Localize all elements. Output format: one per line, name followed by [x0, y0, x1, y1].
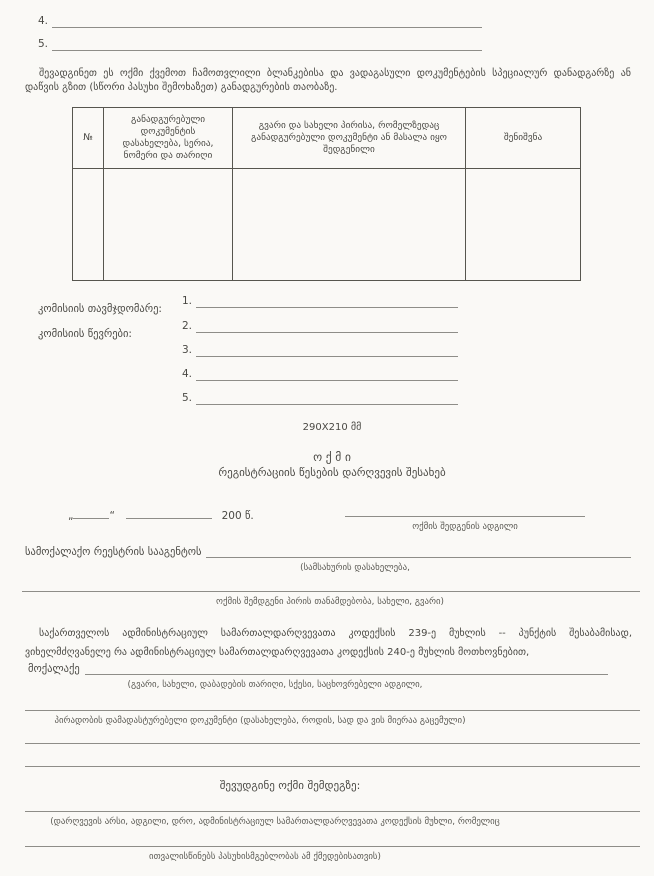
paper-format-note: 290X210 მმ — [302, 422, 362, 433]
table-body-row — [73, 169, 581, 281]
commission-signature-line-5 — [182, 392, 458, 405]
citizen-label: მოქალაქე — [28, 663, 80, 675]
table-header-no: № — [73, 108, 104, 169]
blank-line — [52, 40, 482, 51]
commission-signature-line-4 — [182, 368, 458, 381]
commission-signature-line-2 — [182, 320, 458, 333]
table-header-person: გვარი და სახელი პირისა, რომელზედაც განადგურებული დოკუმენტი ან მასალა იყო შედგენილი — [233, 108, 466, 169]
line-number: 3. — [182, 344, 193, 356]
line-number: 5. — [38, 38, 49, 50]
document-title: ო ქ მ ი — [313, 450, 351, 464]
table-header-document: განადგურებული დოკუმენტის დასახელება, სერია, ნომერი და თარიღი — [104, 108, 233, 169]
agency-label: სამოქალაქო რეესტრის სააგენტოს — [25, 546, 202, 558]
numbered-blank-line-5 — [38, 38, 485, 51]
blank-line — [196, 346, 458, 357]
commission-members-label: კომისიის წევრები: — [38, 328, 132, 340]
open-quote: „ — [68, 510, 74, 522]
place-caption: ოქმის შედგენის ადგილი — [412, 522, 518, 532]
line-number: 5. — [182, 392, 193, 404]
violation-caption-1: (დარღვევის არსი, ადგილი, დრო, ადმინისტრაციულ სამართალდარღვევათა კოდექსის მუხლი, რომელიც — [50, 817, 500, 827]
commission-signature-line-3 — [182, 344, 458, 357]
blank-line — [196, 297, 458, 308]
legal-basis-paragraph: საქართველოს ადმინისტრაციულ სამართალდარღვევათა კოდექსის 239-ე მუხლის -- პუნქტის შესაბამისად, ვიხელმძღვანელე რა ადმინისტრაციულ სამართალდარღვევათა კოდექსის 240-ე მუხლის მოთხოვნებით, — [25, 628, 632, 658]
commission-chairman-label: კომისიის თავმჯდომარე: — [38, 303, 162, 315]
line-number: 4. — [38, 15, 49, 27]
blank-line-violation-2 — [25, 846, 640, 847]
agency-caption: (სამსახურის დასახელება, — [300, 563, 410, 573]
year-label: 200 წ. — [221, 510, 254, 522]
document-subtitle: რეგისტრაციის წესების დარღვევის შესახებ — [218, 466, 446, 479]
blank-line — [25, 743, 640, 744]
blank-line-composer — [22, 591, 640, 592]
blank-line — [25, 766, 640, 767]
blank-line-violation-1 — [25, 811, 640, 812]
close-quote: “ — [109, 510, 115, 522]
table-cell-empty — [233, 169, 466, 281]
blank-line-place — [345, 516, 585, 517]
citizen-fill-row — [28, 663, 608, 675]
blank-line — [196, 322, 458, 333]
blank-day — [73, 508, 109, 519]
line-number: 4. — [182, 368, 193, 380]
destruction-table — [72, 107, 581, 281]
blank-line-id-doc — [25, 710, 640, 711]
intro-paragraph: შევადგინეთ ეს ოქმი ქვემოთ ჩამოთვლილი ბლანკებისა და ვადაგასული დოკუმენტების სპეციალურ დანადგარზე ან დაწვის გზით (სწორი პასუხი შემოხაზეთ) განადგურების თაობაზე. — [25, 68, 631, 93]
table-cell-empty — [73, 169, 104, 281]
blank-month — [126, 508, 212, 519]
line-number: 1. — [182, 295, 193, 307]
table-header-note: შენიშვნა — [466, 108, 581, 169]
violation-caption-2: ითვალისწინებს პასუხისმგებლობას ამ ქმედებისათვის) — [149, 852, 381, 862]
blank-line — [196, 394, 458, 405]
protocol-heading: შევუდგინე ოქმი შემდეგზე: — [219, 779, 361, 792]
table-cell-empty — [466, 169, 581, 281]
commission-signature-line-1 — [182, 295, 458, 308]
table-header-row — [73, 108, 581, 169]
blank-line — [206, 547, 631, 558]
id-doc-caption: პირადობის დამადასტურებელი დოკუმენტი (დასახელება, როდის, სად და ვის მიერაა გაცემული) — [54, 716, 466, 726]
citizen-caption: (გვარი, სახელი, დაბადების თარიღი, სქესი, საცხოვრებელი ადგილი, — [127, 680, 423, 690]
blank-line — [196, 370, 458, 381]
agency-fill-row — [25, 546, 631, 558]
blank-line — [85, 664, 608, 675]
numbered-blank-line-4 — [38, 15, 485, 28]
composer-caption: ოქმის შემდგენი პირის თანამდებობა, სახელი, გვარი) — [216, 597, 444, 607]
table-cell-empty — [104, 169, 233, 281]
blank-line — [52, 17, 482, 28]
line-number: 2. — [182, 320, 193, 332]
date-fill-row — [68, 508, 254, 522]
